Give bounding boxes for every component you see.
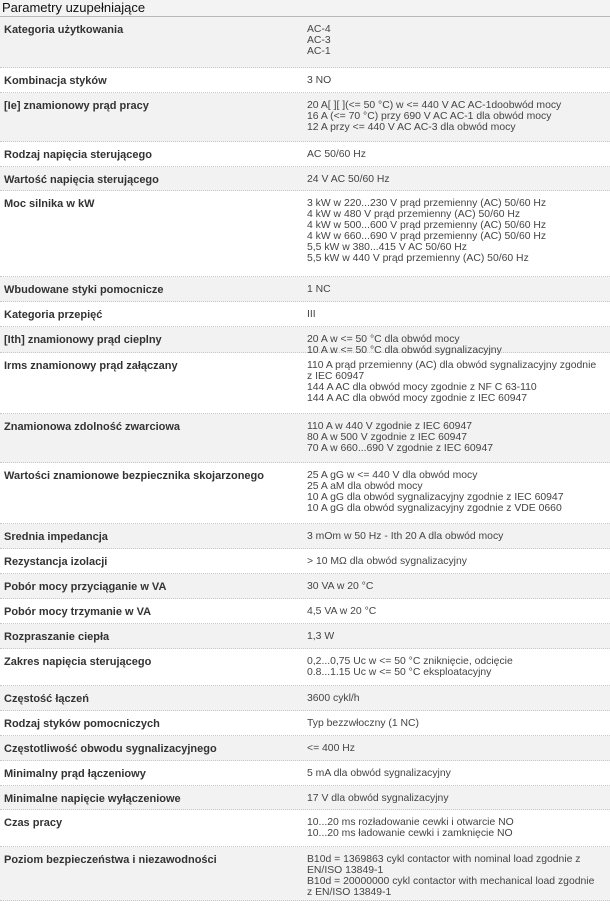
param-label: Srednia impedancja: [4, 531, 108, 543]
param-row: [0, 686, 610, 711]
param-label: Rozpraszanie ciepła: [4, 631, 110, 643]
param-value-line: 4,5 VA w 20 °C: [307, 606, 377, 617]
param-row: [0, 549, 610, 574]
section-title: Parametry uzupełniające: [0, 0, 610, 17]
param-row: [0, 761, 610, 786]
param-value-line: AC-4: [307, 24, 331, 35]
param-value-line: 10...20 ms rozładowanie cewki i otwarcie NO: [307, 817, 514, 828]
param-value-line: 5,5 kW w 440 V prąd przemienny (AC) 50/60 Hz: [307, 253, 529, 264]
param-label: Znamionowa zdolność zwarciowa: [4, 421, 181, 433]
param-row: [0, 711, 610, 736]
param-label: Minimalne napięcie wyłączeniowe: [4, 793, 181, 805]
param-value: [307, 93, 610, 141]
param-label: Rodzaj napięcia sterującego: [4, 149, 152, 161]
param-row: [0, 624, 610, 649]
param-label: [Ith] znamionowy prąd cieplny: [4, 334, 162, 346]
param-label: Irms znamionowy prąd załączany: [4, 360, 178, 372]
param-value-line: B10d = 1369863 cykl contactor with nominal load zgodnie z EN/ISO 13849-1: [307, 854, 581, 876]
param-row: [0, 327, 610, 356]
param-value-line: 144 A AC dla obwód mocy zgodnie z IEC 60947: [307, 393, 528, 404]
param-value-line: B10d = 20000000 cykl contactor with mechanical load zgodnie z EN/ISO 13849-1: [307, 876, 595, 898]
param-value-line: AC 50/60 Hz: [307, 149, 366, 160]
param-value-line: 25 A gG w <= 440 V dla obwód mocy: [307, 470, 478, 481]
param-row: [0, 191, 610, 277]
param-value-line: 0.8...1.15 Uc w <= 50 °C eksploatacyjny: [307, 667, 492, 678]
param-value-line: 25 A aM dla obwód mocy: [307, 481, 423, 492]
param-label: Rezystancja izolacji: [4, 556, 108, 568]
param-label: Wbudowane styki pomocnicze: [4, 284, 164, 296]
param-value-line: 3 NO: [307, 75, 332, 86]
param-label: Częstość łączeń: [4, 693, 89, 705]
param-value-line: 110 A w 440 V zgodnie z IEC 60947: [307, 421, 473, 432]
param-row: [0, 302, 610, 327]
param-value-line: 3 kW w 220...230 V prąd przemienny (AC) 50/60 Hz: [307, 198, 547, 209]
param-label: Wartość napięcia sterującego: [4, 174, 159, 186]
param-value-line: 10 A gG dla obwód sygnalizacyjny zgodnie z VDE 0660: [307, 503, 562, 514]
param-value-line: 4 kW w 500...600 V prąd przemienny (AC) 50/60 Hz: [307, 220, 547, 231]
param-row: [0, 463, 610, 524]
param-value: [307, 847, 610, 900]
param-label: Częstotliwość obwodu sygnalizacyjnego: [4, 743, 217, 755]
param-row: [0, 810, 610, 847]
param-row: [0, 786, 610, 810]
param-value-line: 1,3 W: [307, 631, 335, 642]
param-value: [307, 711, 610, 735]
param-value-line: 10 A gG dla obwód sygnalizacyjny zgodnie z IEC 60947: [307, 492, 564, 503]
param-row: [0, 68, 610, 93]
param-value: [307, 414, 610, 462]
param-row: [0, 524, 610, 549]
param-value: [307, 17, 610, 67]
param-value-line: 10...20 ms ładowanie cewki i zamknięcie NO: [307, 828, 513, 839]
param-value-line: 30 VA w 20 °C: [307, 581, 374, 592]
param-value-line: 80 A w 500 V zgodnie z IEC 60947: [307, 432, 468, 443]
param-value-line: 17 V dla obwód sygnalizacyjny: [307, 793, 449, 804]
param-value: [307, 353, 610, 413]
param-row: [0, 142, 610, 167]
param-value-line: 4 kW w 660...690 V prąd przemienny (AC) 50/60 Hz: [307, 231, 547, 242]
param-label: Zakres napięcia sterującego: [4, 656, 152, 668]
param-value-line: 24 V AC 50/60 Hz: [307, 174, 390, 185]
param-value-line: 5,5 kW w 380...415 V AC 50/60 Hz: [307, 242, 467, 253]
param-value-line: > 10 MΩ dla obwód sygnalizacyjny: [307, 556, 467, 567]
param-value: [307, 649, 610, 685]
param-value-line: 5 mA dla obwód sygnalizacyjny: [307, 768, 451, 779]
param-value: [307, 302, 610, 326]
param-row: [0, 736, 610, 761]
param-label: Moc silnika w kW: [4, 198, 95, 210]
param-label: Kategoria przepięć: [4, 309, 103, 321]
param-value: [307, 327, 610, 356]
param-value-line: Typ bezzwłoczny (1 NC): [307, 718, 420, 729]
param-value-line: AC-1: [307, 46, 331, 57]
param-row: [0, 277, 610, 302]
param-value: [307, 574, 610, 598]
param-label: Pobór mocy przyciąganie w VA: [4, 581, 167, 593]
param-value: [307, 761, 610, 785]
param-value-line: 3600 cykl/h: [307, 693, 360, 704]
param-row: [0, 847, 610, 901]
param-row: [0, 599, 610, 624]
param-label: Rodzaj styków pomocniczych: [4, 718, 160, 730]
param-value-line: III: [307, 309, 316, 320]
param-value: [307, 277, 610, 301]
param-value-line: 110 A prąd przemienny (AC) dla obwód sygnalizacyjny zgodnie z IEC 60947: [307, 360, 597, 382]
param-value-line: 12 A przy <= 440 V AC AC-3 dla obwód mocy: [307, 122, 516, 133]
param-value: [307, 599, 610, 623]
param-value: [307, 463, 610, 523]
param-row: [0, 574, 610, 599]
param-value: [307, 810, 610, 846]
param-value: [307, 191, 610, 276]
param-label: Minimalny prąd łączeniowy: [4, 768, 146, 780]
param-label: Czas pracy: [4, 817, 63, 829]
param-value: [307, 68, 610, 92]
param-value: [307, 786, 610, 809]
param-label: Kategoria użytkowania: [4, 24, 124, 36]
param-row: [0, 649, 610, 686]
param-value: [307, 624, 610, 648]
param-value-line: 70 A w 660...690 V zgodnie z IEC 60947: [307, 443, 494, 454]
param-value-line: 1 NC: [307, 284, 331, 295]
param-value-line: AC-3: [307, 35, 331, 46]
param-value-line: <= 400 Hz: [307, 743, 355, 754]
param-label: Kombinacja styków: [4, 75, 107, 87]
parameters-table: [0, 17, 610, 901]
param-row: [0, 93, 610, 142]
param-label: [Ie] znamionowy prąd pracy: [4, 100, 149, 112]
param-value: [307, 736, 610, 760]
param-row: [0, 353, 610, 414]
param-row: [0, 414, 610, 463]
param-value-line: 4 kW w 480 V prąd przemienny (AC) 50/60 Hz: [307, 209, 521, 220]
param-row: [0, 17, 610, 68]
param-value-line: 144 A AC dla obwód mocy zgodnie z NF C 63-110: [307, 382, 537, 393]
param-value: [307, 549, 610, 573]
param-value-line: 16 A (<= 70 °C) przy 690 V AC AC-1 dla obwód mocy: [307, 111, 552, 122]
param-value-line: 10 A w <= 50 °C dla obwód sygnalizacyjny: [307, 345, 502, 356]
param-label: Wartości znamionowe bezpiecznika skojarzonego: [4, 470, 264, 482]
param-value-line: 20 A w <= 50 °C dla obwód mocy: [307, 334, 460, 345]
param-value-line: 20 A[ ][ ](<= 50 °C) w <= 440 V AC AC-1doobwód mocy: [307, 100, 562, 111]
param-value-line: 0,2...0,75 Uc w <= 50 °C zniknięcie, odcięcie: [307, 656, 513, 667]
param-value-line: 3 mOm w 50 Hz - Ith 20 A dla obwód mocy: [307, 531, 504, 542]
param-value: [307, 524, 610, 548]
param-label: Pobór mocy trzymanie w VA: [4, 606, 152, 618]
param-label: Poziom bezpieczeństwa i niezawodności: [4, 854, 217, 866]
param-value: [307, 142, 610, 166]
param-row: [0, 167, 610, 191]
param-value: [307, 167, 610, 190]
param-value: [307, 686, 610, 710]
